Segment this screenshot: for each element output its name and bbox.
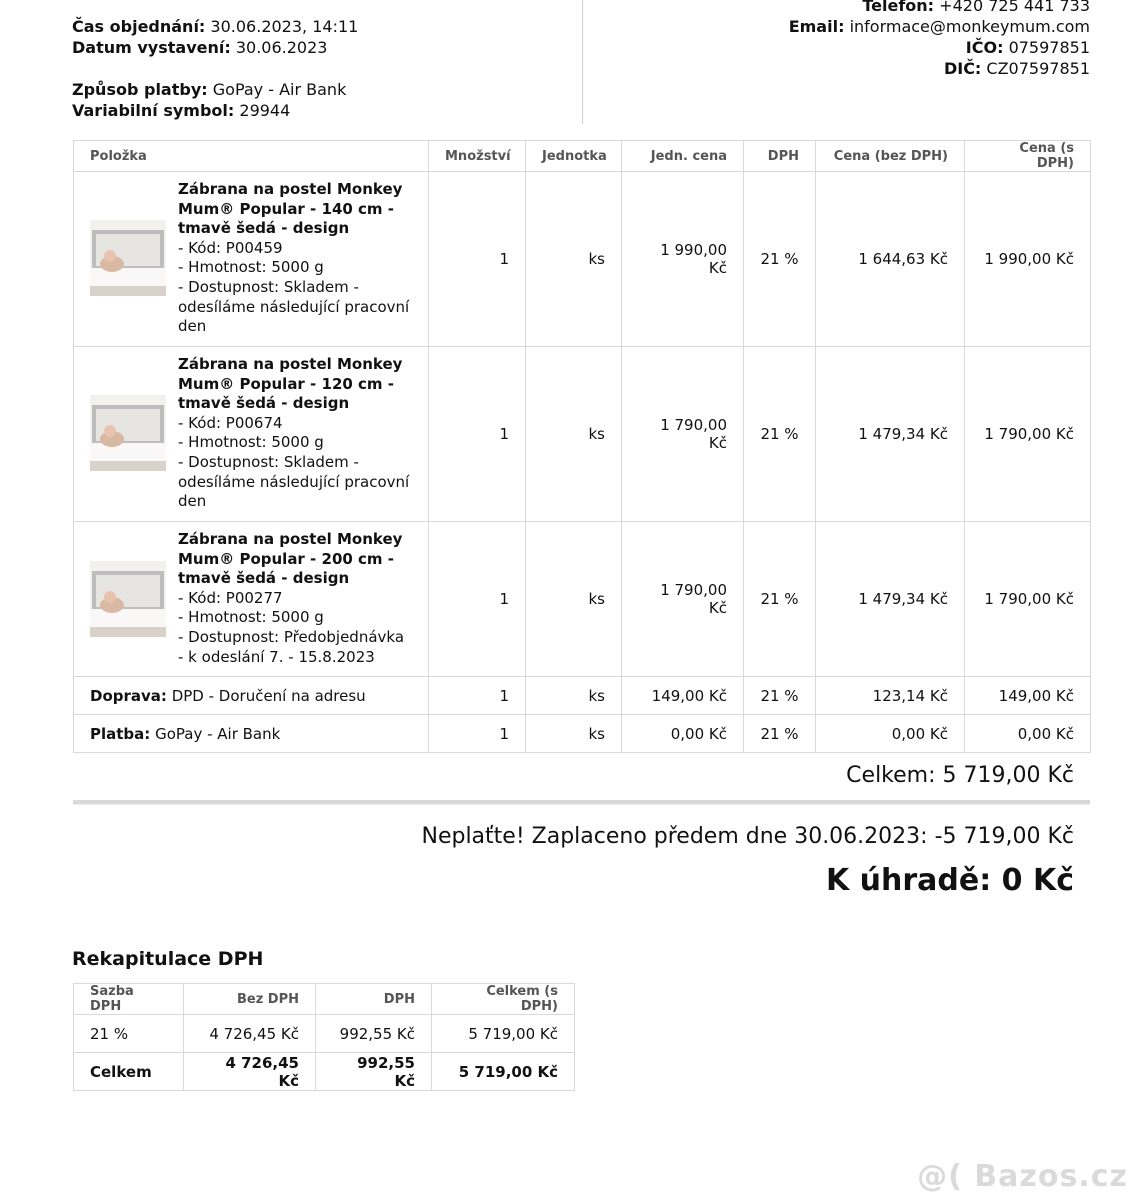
seller-contact — [789, 0, 1090, 79]
col-header-total: Celkem (s DPH) — [432, 984, 575, 1015]
price-incl-cell: 1 790,00 Kč — [965, 347, 1091, 522]
ico-row — [789, 37, 1090, 58]
vat-cell: 21 % — [744, 347, 816, 522]
product-details: - Kód: P00459 - Hmotnost: 5000 g - Dostupnost: Skladem - odesíláme následující pracovní den — [178, 238, 410, 336]
items-table — [73, 140, 1091, 753]
qty-cell: 1 — [429, 715, 526, 753]
dic-label: DIČ: — [943, 59, 982, 78]
product-details: - Kód: P00674 - Hmotnost: 5000 g - Dostupnost: Skladem - odesíláme následující pracovní den — [178, 413, 410, 511]
issue-date-label: Datum vystavení: — [72, 38, 231, 57]
shipping-row — [74, 677, 1091, 715]
header-divider — [582, 0, 583, 124]
item-cell — [74, 347, 429, 522]
unit-price-cell: 0,00 Kč — [622, 715, 744, 753]
total-cell: 5 719,00 Kč — [432, 1015, 575, 1053]
unit-price-cell: 1 790,00 Kč — [622, 347, 744, 522]
col-header-vat: DPH — [316, 984, 432, 1015]
col-header-unit: Jednotka — [526, 141, 622, 172]
payment-method-row — [72, 79, 358, 100]
product-image — [90, 220, 166, 296]
watermark-logo: @( Bazos.cz — [917, 1159, 1128, 1194]
qty-cell: 1 — [429, 677, 526, 715]
col-header-price-incl: Cena (s DPH) — [965, 141, 1091, 172]
col-header-vat: DPH — [744, 141, 816, 172]
payment-method-label: Způsob platby: — [72, 80, 208, 99]
price-incl-cell: 1 790,00 Kč — [965, 522, 1091, 677]
product-name: Zábrana na postel Monkey Mum® Popular - 140 cm - tmavě šedá - design — [178, 180, 403, 238]
col-header-excl: Bez DPH — [184, 984, 316, 1015]
vat-cell: 21 % — [744, 677, 816, 715]
price-excl-cell: 1 479,34 Kč — [816, 347, 965, 522]
vat-cell: 992,55 Kč — [316, 1015, 432, 1053]
dic-value: CZ07597851 — [986, 59, 1090, 78]
unit-cell: ks — [526, 677, 622, 715]
col-header-unit-price: Jedn. cena — [622, 141, 744, 172]
excl-cell: 4 726,45 Kč — [184, 1053, 316, 1091]
sum-label-cell: Celkem — [74, 1053, 184, 1091]
variable-symbol-value: 29944 — [239, 101, 291, 120]
totals-divider — [73, 800, 1090, 805]
vat-recap-table — [73, 983, 575, 1091]
issue-date-row — [72, 37, 358, 58]
unit-cell: ks — [526, 522, 622, 677]
col-header-item: Položka — [74, 141, 429, 172]
product-details: - Kód: P00277 - Hmotnost: 5000 g - Dostupnost: Předobjednávka - k odeslání 7. - 15.8.2023 — [178, 588, 405, 666]
table-row — [74, 347, 1091, 522]
total-cell: 5 719,00 Kč — [432, 1053, 575, 1091]
vat-cell: 21 % — [744, 172, 816, 347]
variable-symbol-row — [72, 100, 358, 121]
ico-value: 07597851 — [1008, 38, 1090, 57]
unit-price-cell: 149,00 Kč — [622, 677, 744, 715]
table-row — [74, 172, 1091, 347]
unit-cell: ks — [526, 347, 622, 522]
table-row — [74, 522, 1091, 677]
vat-recap-header-row — [74, 984, 575, 1015]
email-label: Email: — [788, 17, 845, 36]
price-incl-cell: 149,00 Kč — [965, 677, 1091, 715]
price-incl-cell: 1 990,00 Kč — [965, 172, 1091, 347]
vat-recap-title: Rekapitulace DPH — [72, 948, 264, 970]
shipping-cell — [74, 677, 429, 715]
price-incl-cell: 0,00 Kč — [965, 715, 1091, 753]
payment-cell — [74, 715, 429, 753]
order-time-label: Čas objednání: — [72, 17, 206, 36]
product-name: Zábrana na postel Monkey Mum® Popular - 120 cm - tmavě šedá - design — [178, 355, 403, 413]
price-excl-cell: 1 479,34 Kč — [816, 522, 965, 677]
product-image — [90, 395, 166, 471]
payment-label: Platba: — [90, 724, 151, 743]
shipping-value: DPD - Doručení na adresu — [171, 686, 366, 705]
shipping-label: Doprava: — [90, 686, 167, 705]
col-header-vat-rate: Sazba DPH — [74, 984, 184, 1015]
vat-cell: 21 % — [744, 715, 816, 753]
email-value[interactable]: informace@monkeymum.com — [849, 17, 1090, 36]
product-image — [90, 561, 166, 637]
table-row — [74, 1015, 575, 1053]
email-row — [789, 16, 1090, 37]
dic-row — [789, 58, 1090, 79]
issue-date-value: 30.06.2023 — [235, 38, 328, 57]
order-meta — [72, 16, 358, 121]
price-excl-cell: 123,14 Kč — [816, 677, 965, 715]
price-excl-cell: 0,00 Kč — [816, 715, 965, 753]
excl-cell: 4 726,45 Kč — [184, 1015, 316, 1053]
col-header-qty: Množství — [429, 141, 526, 172]
order-time-value: 30.06.2023, 14:11 — [210, 17, 359, 36]
unit-cell: ks — [526, 715, 622, 753]
unit-price-cell: 1 790,00 Kč — [622, 522, 744, 677]
total-amount: Celkem: 5 719,00 Kč — [846, 763, 1074, 788]
payment-value: GoPay - Air Bank — [155, 724, 281, 743]
product-name: Zábrana na postel Monkey Mum® Popular - 200 cm - tmavě šedá - design — [178, 530, 403, 588]
unit-cell: ks — [526, 172, 622, 347]
item-cell — [74, 172, 429, 347]
qty-cell: 1 — [429, 172, 526, 347]
variable-symbol-label: Variabilní symbol: — [72, 101, 235, 120]
vat-recap-sum-row — [74, 1053, 575, 1091]
prepaid-notice: Neplaťte! Zaplaceno předem dne 30.06.2023: -5 719,00 Kč — [421, 824, 1074, 849]
vat-rate-cell: 21 % — [74, 1015, 184, 1053]
payment-row — [74, 715, 1091, 753]
price-excl-cell: 1 644,63 Kč — [816, 172, 965, 347]
ico-label: IČO: — [965, 38, 1004, 57]
vat-cell: 21 % — [744, 522, 816, 677]
qty-cell: 1 — [429, 347, 526, 522]
phone-value: +420 725 441 733 — [939, 0, 1090, 15]
phone-label: Telefon: — [862, 0, 935, 15]
phone-row — [789, 0, 1090, 16]
vat-cell: 992,55 Kč — [316, 1053, 432, 1091]
order-time-row — [72, 16, 358, 37]
col-header-price-excl: Cena (bez DPH) — [816, 141, 965, 172]
unit-price-cell: 1 990,00 Kč — [622, 172, 744, 347]
items-header-row — [74, 141, 1091, 172]
amount-due: K úhradě: 0 Kč — [825, 863, 1074, 898]
qty-cell: 1 — [429, 522, 526, 677]
payment-method-value: GoPay - Air Bank — [212, 80, 347, 99]
item-cell — [74, 522, 429, 677]
